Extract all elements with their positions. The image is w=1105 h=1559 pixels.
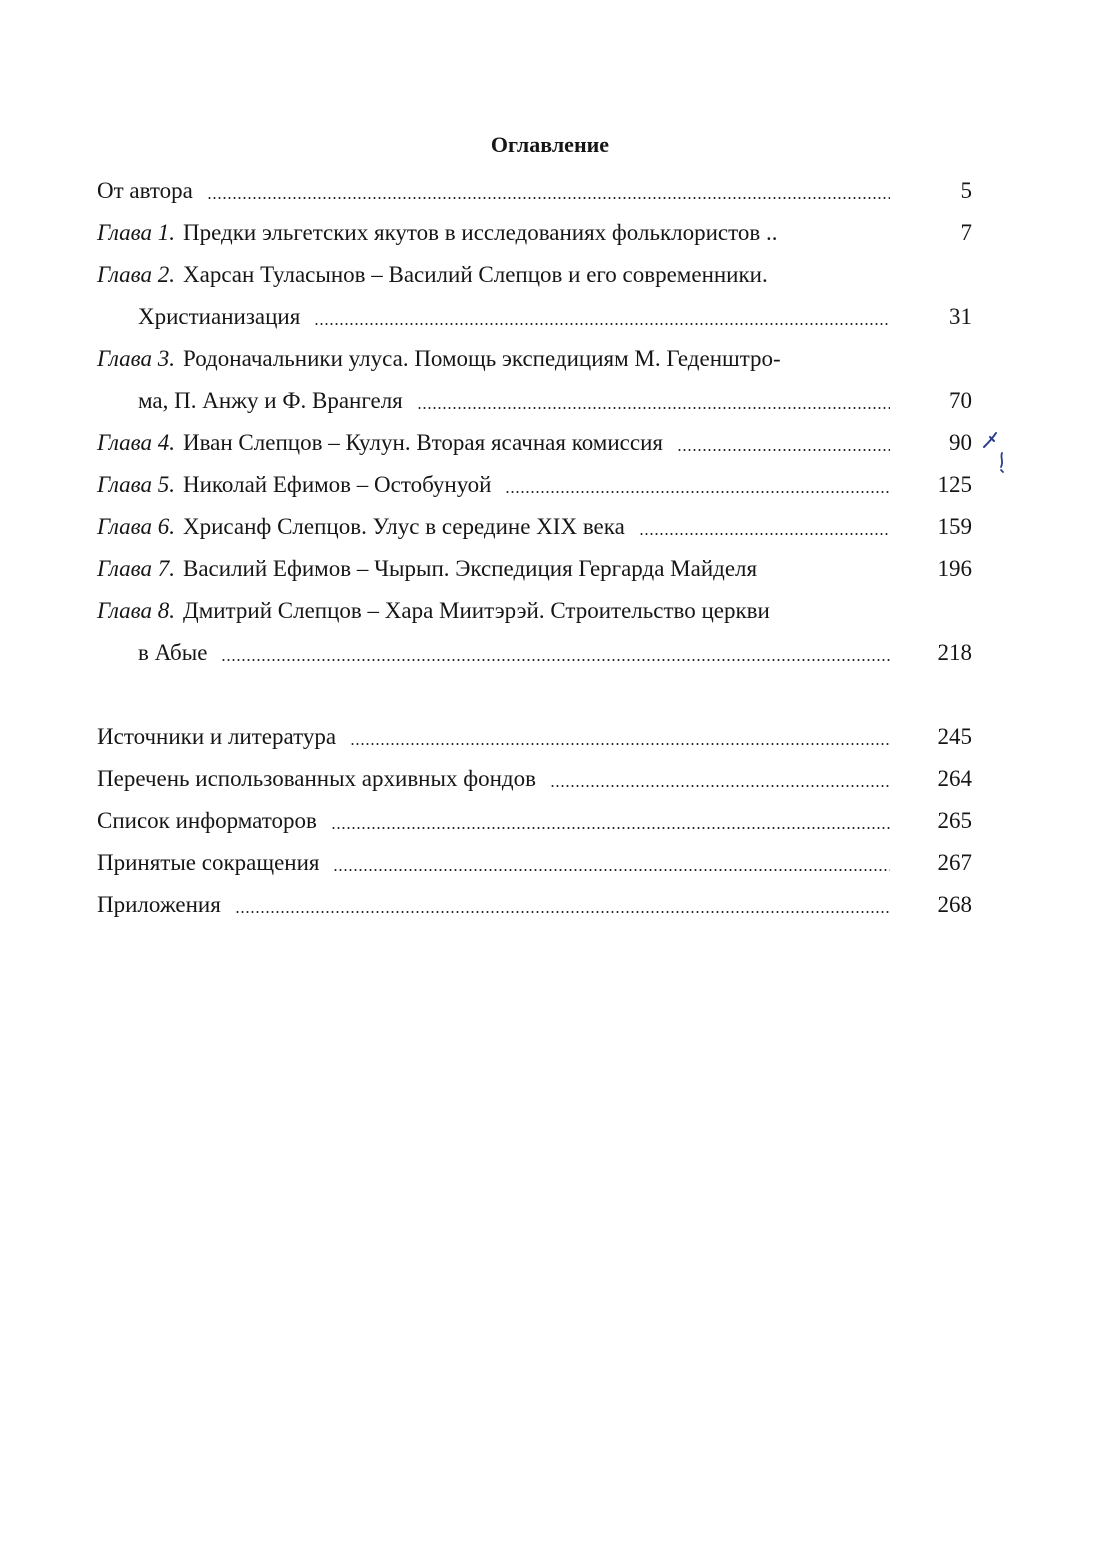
page-number: 267: [937, 850, 972, 875]
dot-leader: [235, 911, 890, 913]
page-number: 159: [937, 514, 972, 539]
chapter-prefix: Глава 6.: [97, 514, 175, 539]
page-number: 196: [937, 556, 972, 581]
toc-entry-line: [97, 632, 972, 674]
toc-entry-title: Хрисанф Слепцов. Улус в середине XIX века: [183, 514, 625, 539]
toc-entry: [97, 758, 972, 800]
toc-entry: [97, 716, 972, 758]
page-number: 70: [949, 388, 972, 413]
page-number: 268: [937, 892, 972, 917]
toc-entry-title: От автора: [97, 178, 193, 203]
toc-entry-title: в Абые: [138, 640, 208, 665]
page-title: Оглавление: [490, 132, 610, 157]
toc-entry-line: [97, 380, 972, 422]
chapter-prefix: Глава 3.: [97, 346, 175, 371]
dot-leader: [333, 869, 890, 871]
page-number: 264: [937, 766, 972, 791]
page-number: 245: [937, 724, 972, 749]
table-of-contents: [97, 170, 972, 926]
toc-entry-title: Приложения: [97, 892, 221, 917]
dot-leader: [677, 449, 890, 451]
toc-entry: [97, 884, 972, 926]
toc-entry-line: [97, 758, 972, 800]
toc-entry-line: [97, 548, 972, 590]
toc-entry-line: [97, 296, 972, 338]
toc-entry-line: [97, 884, 972, 926]
page-number: 5: [960, 178, 972, 203]
toc-entry-title: Родоначальники улуса. Помощь экспедициям М. Геденштро-: [183, 346, 781, 371]
toc-entry-title: Харсан Туласынов – Василий Слепцов и его современники.: [183, 262, 768, 287]
chapter-prefix: Глава 4.: [97, 430, 175, 455]
toc-entry-title: ма, П. Анжу и Ф. Врангеля: [138, 388, 403, 413]
toc-entry: [97, 506, 972, 548]
toc-entry-title: Предки эльгетских якутов в исследованиях фольклористов ..: [183, 220, 778, 245]
toc-entry-line: [97, 716, 972, 758]
toc-entry-line: [97, 422, 972, 464]
toc-entry-line: [97, 212, 972, 254]
page-number: 125: [937, 472, 972, 497]
toc-entry: [97, 464, 972, 506]
chapter-prefix: Глава 5.: [97, 472, 175, 497]
chapter-prefix: Глава 8.: [97, 598, 175, 623]
dot-leader: [221, 659, 890, 661]
page-number: 218: [937, 640, 972, 665]
toc-entry: [97, 842, 972, 884]
toc-entry-line: [97, 590, 972, 632]
toc-entry-title: Николай Ефимов – Остобунуой: [183, 472, 492, 497]
toc-entry: [97, 590, 972, 674]
page-number: 90: [949, 430, 972, 455]
toc-entry-title: Иван Слепцов – Кулун. Вторая ясачная комиссия: [183, 430, 663, 455]
toc-entry-line: [97, 506, 972, 548]
toc-entry-title: Перечень использованных архивных фондов: [97, 766, 536, 791]
toc-entry-line: [97, 338, 972, 380]
chapter-prefix: Глава 7.: [97, 556, 175, 581]
toc-entry-title: Христианизация: [138, 304, 301, 329]
toc-entry: [97, 800, 972, 842]
chapter-prefix: Глава 1.: [97, 220, 175, 245]
page-number: 31: [949, 304, 972, 329]
toc-entry-line: [97, 800, 972, 842]
chapter-prefix: Глава 2.: [97, 262, 175, 287]
toc-entry: [97, 422, 972, 464]
toc-entry: [97, 170, 972, 212]
dot-leader: [639, 533, 890, 535]
dot-leader: [350, 743, 890, 745]
toc-entry-line: [97, 170, 972, 212]
handwritten-mark: [980, 425, 1010, 480]
toc-entry-title: Дмитрий Слепцов – Хара Миитэрэй. Строительство церкви: [183, 598, 770, 623]
toc-entry-title: Принятые сокращения: [97, 850, 320, 875]
toc-entry-line: [97, 254, 972, 296]
toc-entry: [97, 254, 972, 338]
toc-entry-line: [97, 842, 972, 884]
dot-leader: [331, 827, 890, 829]
dot-leader: [550, 785, 890, 787]
toc-entry: [97, 548, 972, 590]
toc-entry-title: Источники и литература: [97, 724, 337, 749]
toc-entry: [97, 212, 972, 254]
dot-leader: [505, 491, 890, 493]
dot-leader: [314, 323, 890, 325]
page-number: 7: [960, 220, 972, 245]
dot-leader: [417, 407, 890, 409]
toc-entry-title: Василий Ефимов – Чырып. Экспедиция Гергарда Майделя: [183, 556, 758, 581]
page-number: 265: [937, 808, 972, 833]
dot-leader: [207, 197, 890, 199]
toc-entry: [97, 338, 972, 422]
toc-entry-line: [97, 464, 972, 506]
toc-entry-title: Список информаторов: [97, 808, 317, 833]
